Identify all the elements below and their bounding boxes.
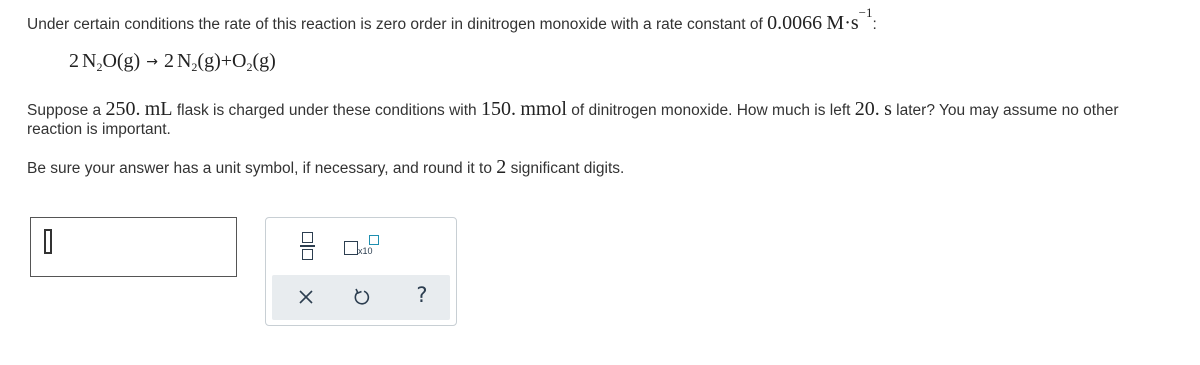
rate-constant-value: 0.0066	[767, 12, 823, 34]
eq-left-tail: O(g)	[102, 50, 141, 72]
instruction-suffix: significant digits.	[510, 160, 625, 177]
scientific-notation-button[interactable]	[341, 232, 383, 260]
rate-constant-exponent: −1	[858, 5, 873, 20]
undo-button[interactable]	[349, 285, 373, 309]
eq-left-species: N	[82, 50, 97, 72]
eq-left-coefficient: 2	[69, 50, 79, 72]
undo-icon	[349, 285, 373, 309]
suppose-end: later? You may assume no other	[896, 102, 1119, 119]
close-icon	[294, 285, 318, 309]
eq-right-tail2: (g)	[252, 50, 276, 72]
amount-unit: mmol	[520, 98, 567, 120]
input-placeholder-box	[44, 229, 52, 254]
question-intro	[27, 5, 877, 35]
time-unit: s	[884, 98, 892, 120]
suppose-prefix: Suppose a	[27, 102, 102, 119]
eq-right-subscript1: 2	[191, 60, 198, 74]
toolbar-action-bar	[272, 275, 450, 320]
question-suppose-line2: reaction is important.	[27, 121, 171, 138]
eq-right-species1: N	[176, 50, 192, 72]
instruction-prefix: Be sure your answer has a unit symbol, if necessary, and round it to	[27, 160, 492, 177]
x10-label: x10	[358, 246, 373, 256]
help-button[interactable]	[410, 283, 434, 311]
eq-right-coefficient: 2	[163, 50, 174, 72]
question-instruction	[27, 156, 624, 179]
eq-right-tail1: (g)+O	[197, 50, 247, 72]
sig-figs-value: 2	[496, 156, 507, 178]
answer-input[interactable]	[30, 217, 237, 277]
volume-value: 250.	[105, 98, 141, 120]
clear-button[interactable]	[294, 285, 318, 309]
help-icon: ?	[416, 283, 428, 307]
eq-right-subscript2: 2	[246, 60, 253, 74]
suppose-mid2: of dinitrogen monoxide. How much is left	[571, 102, 851, 119]
eq-left-subscript: 2	[96, 60, 103, 74]
fraction-button[interactable]	[298, 232, 318, 260]
intro-text: Under certain conditions the rate of this reaction is zero order in dinitrogen monoxide with a rate constant of	[27, 16, 763, 33]
question-suppose	[27, 98, 1118, 121]
volume-unit: mL	[144, 98, 173, 120]
math-toolbar	[265, 217, 457, 326]
amount-value: 150.	[481, 98, 516, 120]
chemical-equation	[69, 50, 276, 73]
time-value: 20.	[854, 98, 880, 120]
intro-colon: :	[872, 16, 877, 33]
reaction-arrow-icon: →	[146, 54, 158, 70]
rate-constant-unit: M·s	[826, 12, 859, 34]
suppose-mid: flask is charged under these conditions with	[176, 102, 477, 119]
